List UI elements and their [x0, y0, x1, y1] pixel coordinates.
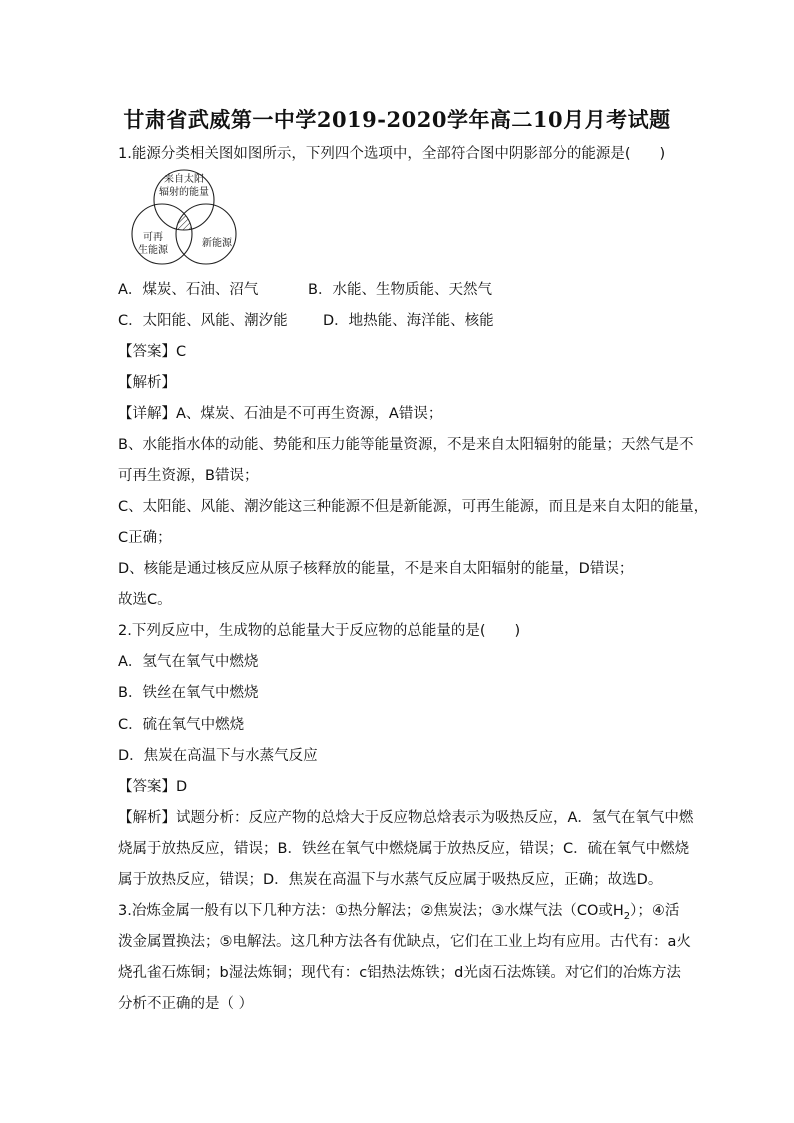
q1-options-row-2 [118, 311, 680, 331]
venn-label-top-1: 来自太阳 [164, 174, 204, 185]
question-3-line-4: 分析不正确的是（ ） [118, 996, 254, 1012]
question-1-stem: 1.能源分类相关图如图所示，下列四个选项中，全部符合图中阴影部分的能源是( ) [118, 146, 666, 162]
q1-analysis-heading: 【解析】 [118, 375, 176, 391]
venn-label-top-2: 辐射的能量 [159, 187, 209, 198]
q2-analysis-3: 属于放热反应，错误；D．焦炭在高温下与水蒸气反应属于吸热反应，正确；故选D。 [118, 872, 663, 888]
q1-option-a: A．煤炭、石油、沼气 [118, 282, 259, 298]
q2-option-c: C．硫在氧气中燃烧 [118, 717, 245, 733]
question-3-line-2: 泼金属置换法；⑤电解法。这几种方法各有优缺点，它们在工业上均有应用。古代有：a火 [118, 934, 691, 950]
q1-detail-3b: C正确； [118, 530, 172, 546]
question-3-line-1 [118, 901, 680, 927]
q2-analysis-tag: 【解析】 [118, 810, 176, 826]
q1-detail-1-text: A、煤炭、石油是不可再生资源，A错误； [176, 406, 443, 422]
q2-answer: 【答案】D [118, 779, 188, 795]
q3-line-1-pre: 3.冶炼金属一般有以下几种方法：①热分解法；②焦炭法；③水煤气法（CO或H [118, 903, 624, 919]
q2-option-b: B．铁丝在氧气中燃烧 [118, 685, 259, 701]
q1-detail-2b: 可再生资源，B错误； [118, 468, 259, 484]
question-2-stem: 2.下列反应中，生成物的总能量大于反应物的总能量的是( ) [118, 623, 521, 639]
q1-conclusion: 故选C。 [118, 592, 172, 608]
q1-option-b: B．水能、生物质能、天然气 [308, 282, 492, 298]
venn-label-left-2: 生能源 [138, 245, 168, 256]
q2-analysis-1-text: 试题分析：反应产物的总焓大于反应物总焓表示为吸热反应，A．氢气在氧气中燃 [176, 810, 694, 826]
venn-label-right: 新能源 [202, 238, 232, 249]
q3-line-1-post: ）；④活 [630, 903, 680, 919]
venn-circle-new-energy [176, 204, 236, 264]
page-title: 甘肃省武威第一中学2019-2020学年高二10月月考试题 [123, 107, 671, 132]
q2-option-a: A．氢气在氧气中燃烧 [118, 654, 259, 670]
q1-detail-2a: B、水能指水体的动能、势能和压力能等能量资源，不是来自太阳辐射的能量；天然气是不 [118, 437, 694, 453]
venn-label-left-1: 可再 [143, 232, 163, 243]
q1-options-row-1 [118, 280, 680, 300]
q1-answer: 【答案】C [118, 344, 187, 360]
q3-subscript: 2 [623, 910, 631, 922]
q1-detail-4: D、核能是通过核反应从原子核释放的能量，不是来自太阳辐射的能量，D错误； [118, 561, 634, 577]
q1-option-c: C．太阳能、风能、潮汐能 [118, 313, 288, 329]
question-3-line-3: 烧孔雀石炼铜；b湿法炼铜；现代有：c铝热法炼铁；d光卤石法炼镁。对它们的冶炼方法 [118, 965, 681, 981]
q2-option-d: D．焦炭在高温下与水蒸气反应 [118, 748, 318, 764]
q2-analysis-2: 烧属于放热反应，错误；B．铁丝在氧气中燃烧属于放热反应，错误；C．硫在氧气中燃烧 [118, 841, 690, 857]
q2-analysis-1 [118, 808, 694, 828]
venn-diagram [122, 166, 252, 272]
q1-detail-3a: C、太阳能、风能、潮汐能这三种能源不但是新能源，可再生能源，而且是来自太阳的能量， [118, 499, 709, 515]
q1-option-d: D．地热能、海洋能、核能 [323, 313, 494, 329]
q1-detail-tag: 【详解】 [118, 406, 176, 422]
q1-detail-1 [118, 404, 680, 424]
